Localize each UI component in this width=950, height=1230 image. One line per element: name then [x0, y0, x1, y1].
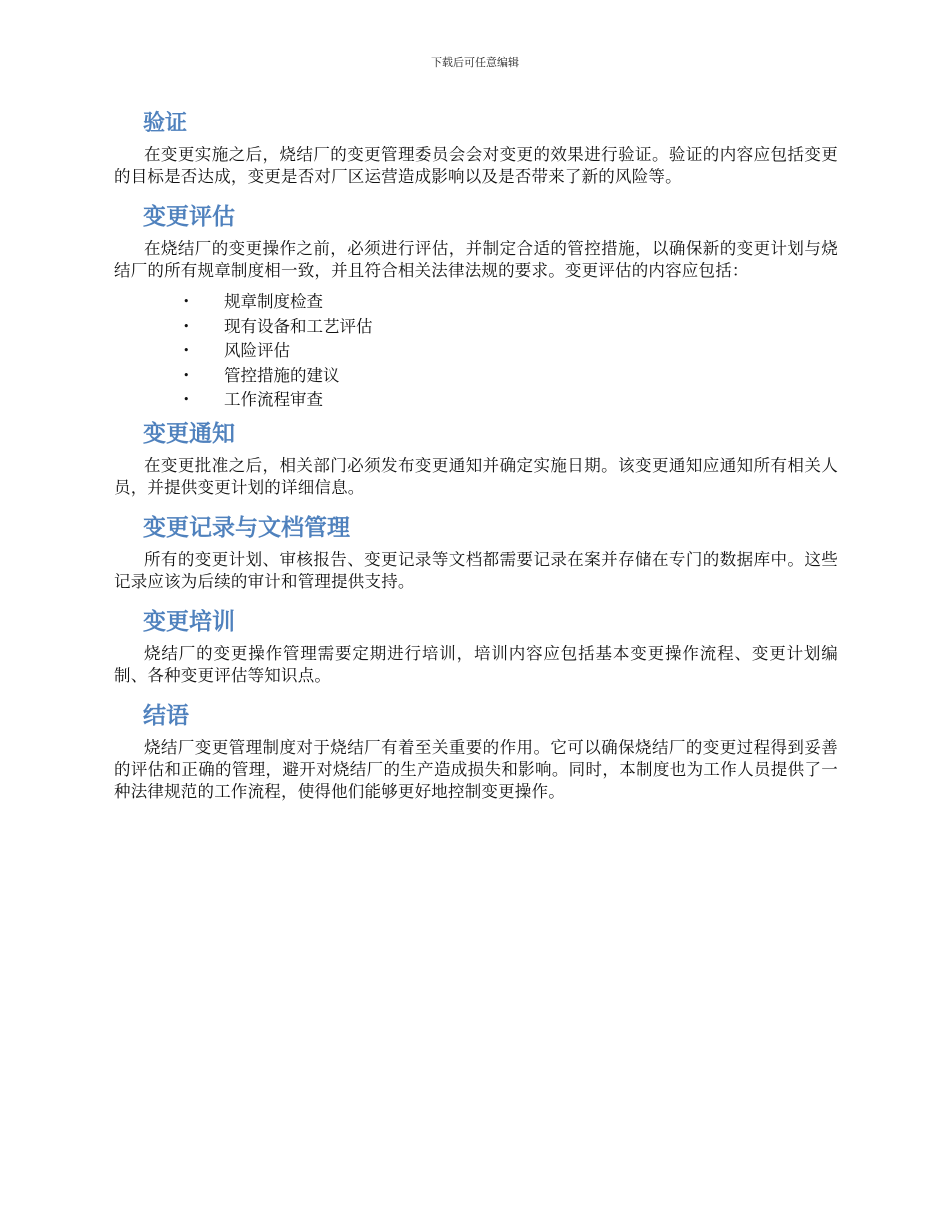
bullet-icon: • — [183, 319, 190, 333]
section-heading: 变更评估 — [143, 204, 235, 230]
assessment-bullet-list — [114, 290, 838, 413]
bullet-icon: • — [183, 368, 190, 382]
list-item — [114, 315, 838, 340]
document-body — [114, 108, 838, 815]
section-change-assessment — [114, 200, 838, 413]
section-paragraph: 在变更批准之后，相关部门必须发布变更通知并确定实施日期。该变更通知应通知所有相关人员，并提供变更计划的详细信息。 — [114, 455, 838, 497]
section-heading: 变更通知 — [143, 420, 235, 447]
list-item-text: 现有设备和工艺评估 — [224, 316, 373, 336]
section-heading: 变更记录与文档管理 — [143, 514, 350, 541]
list-item-text: 工作流程审查 — [224, 390, 323, 409]
section-paragraph: 烧结厂的变更操作管理需要定期进行培训，培训内容应包括基本变更操作流程、变更计划编制、各种变更评估等知识点。 — [114, 643, 838, 685]
section-verification — [114, 108, 838, 188]
list-item — [114, 290, 838, 315]
bullet-icon: • — [183, 344, 190, 357]
list-item-text: 管控措施的建议 — [224, 365, 340, 385]
list-item-text: 风险评估 — [224, 341, 290, 360]
list-item — [114, 339, 838, 364]
section-paragraph: 在烧结厂的变更操作之前，必须进行评估，并制定合适的管控措施，以确保新的变更计划与烧结厂的所有规章制度相一致，并且符合相关法律法规的要求。变更评估的内容应包括： — [114, 239, 838, 280]
section-change-notification — [114, 417, 838, 499]
section-paragraph: 烧结厂变更管理制度对于烧结厂有着至关重要的作用。它可以确保烧结厂的变更过程得到妥善的评估和正确的管理，避开对烧结厂的生产造成损失和影响。同时，本制度也为工作人员提供了一种法律规范的工作流程，使得他们能够更好地控制变更操作。 — [114, 737, 838, 801]
section-heading: 验证 — [143, 111, 188, 136]
section-paragraph: 在变更实施之后，烧结厂的变更管理委员会会对变更的效果进行验证。验证的内容应包括变更的目标是否达成，变更是否对厂区运营造成影响以及是否带来了新的风险等。 — [114, 145, 838, 186]
list-item — [114, 364, 838, 389]
section-heading: 结语 — [143, 702, 189, 729]
bullet-icon: • — [183, 393, 190, 406]
section-conclusion — [114, 699, 838, 803]
section-records-documents — [114, 511, 838, 593]
section-paragraph: 所有的变更计划、审核报告、变更记录等文档都需要记录在案并存储在专门的数据库中。这些记录应该为后续的审计和管理提供支持。 — [114, 549, 838, 591]
list-item — [114, 388, 838, 413]
bullet-icon: • — [183, 295, 190, 308]
list-item-text: 规章制度检查 — [224, 292, 323, 311]
page-header: 下载后可任意编辑 — [431, 56, 519, 69]
section-change-training — [114, 605, 838, 687]
section-heading: 变更培训 — [143, 608, 235, 635]
